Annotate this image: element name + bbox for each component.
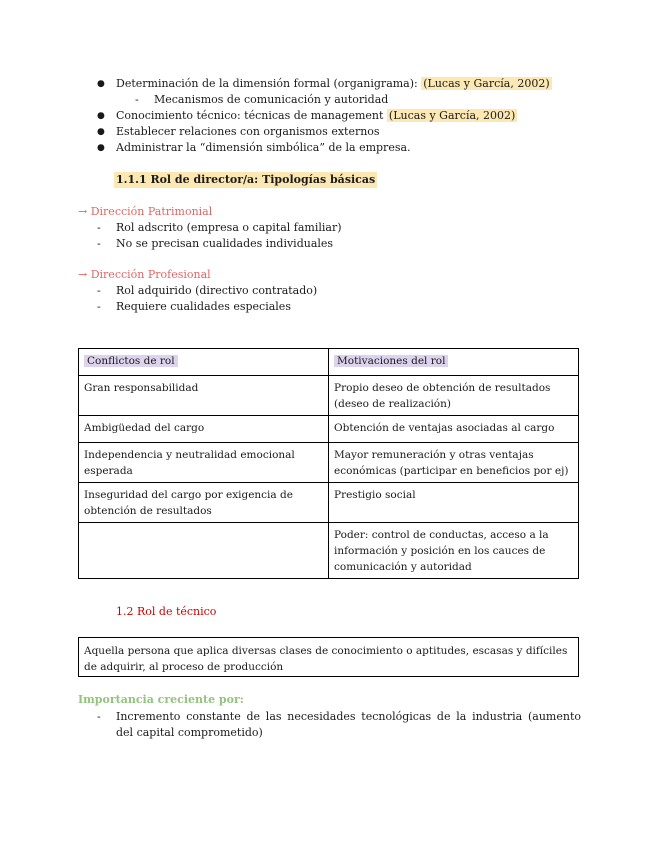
bullet-icon: ● [97,143,105,153]
table-cell: Ambigüedad del cargo [79,416,329,443]
dash-icon: - [97,221,101,234]
definition-box: Aquella persona que aplica diversas clases de conocimiento o aptitudes, escasas y difíciles de adquirir, al proceso de producción [78,637,579,677]
importancia-heading: Importancia creciente por: [78,693,244,706]
table-cell: Obtención de ventajas asociadas al cargo [329,416,579,443]
list-item-text: Administrar la “dimensión simbólica” de la empresa. [116,141,411,154]
table-cell: Gran responsabilidad [79,376,329,416]
table-row [79,376,579,416]
table-row [79,523,579,579]
dash-icon: - [97,237,101,250]
dash-icon: - [97,300,101,313]
list-item-text: Establecer relaciones con organismos externos [116,125,380,138]
table-header-row [79,349,579,376]
profesional-heading: → Dirección Profesional [78,268,211,281]
table-cell: Poder: control de conductas, acceso a la información y posición en los cauces de comunicación y autoridad [329,523,579,579]
table-cell: Prestigio social [329,483,579,523]
bullet-icon: ● [97,127,105,137]
table-cell: Mayor remuneración y otras ventajas económicas (participar en beneficios por ej) [329,443,579,483]
list-item-text: Incremento constante de las necesidades tecnológicas de la industria (aumento del capital comprometido) [116,710,581,739]
bullet-icon: ● [97,79,105,89]
table-row [79,483,579,523]
dash-icon: - [135,93,139,106]
list-item-text: Rol adquirido (directivo contratado) [116,284,318,297]
roles-table [78,348,579,579]
dash-icon: - [97,710,101,723]
table-cell: Independencia y neutralidad emocional esperada [79,443,329,483]
citation: (Lucas y García, 2002) [423,77,550,90]
section-title: 1.1.1 Rol de director/a: Tipologías básicas [116,173,376,186]
list-item-text: Conocimiento técnico: técnicas de management [116,109,387,122]
table-cell: Inseguridad del cargo por exigencia de obtención de resultados [79,483,329,523]
list-item-text: Determinación de la dimensión formal (organigrama): [116,77,422,90]
patrimonial-heading: → Dirección Patrimonial [78,205,213,218]
list-item-text: Rol adscrito (empresa o capital familiar) [116,221,342,234]
table-row [79,443,579,483]
citation: (Lucas y García, 2002) [388,109,516,122]
section-title-2: 1.2 Rol de técnico [116,605,217,618]
bullet-icon: ● [97,111,105,121]
table-cell [79,523,329,579]
list-item-text: No se precisan cualidades individuales [116,237,334,250]
table-cell: Propio deseo de obtención de resultados (deseo de realización) [329,376,579,416]
dash-icon: - [97,284,101,297]
table-header-cell: Motivaciones del rol [329,349,579,376]
sub-list-item-text: Mecanismos de comunicación y autoridad [154,93,389,106]
table-row [79,416,579,443]
list-item-text: Requiere cualidades especiales [116,300,291,313]
table-header-cell: Conflictos de rol [79,349,329,376]
